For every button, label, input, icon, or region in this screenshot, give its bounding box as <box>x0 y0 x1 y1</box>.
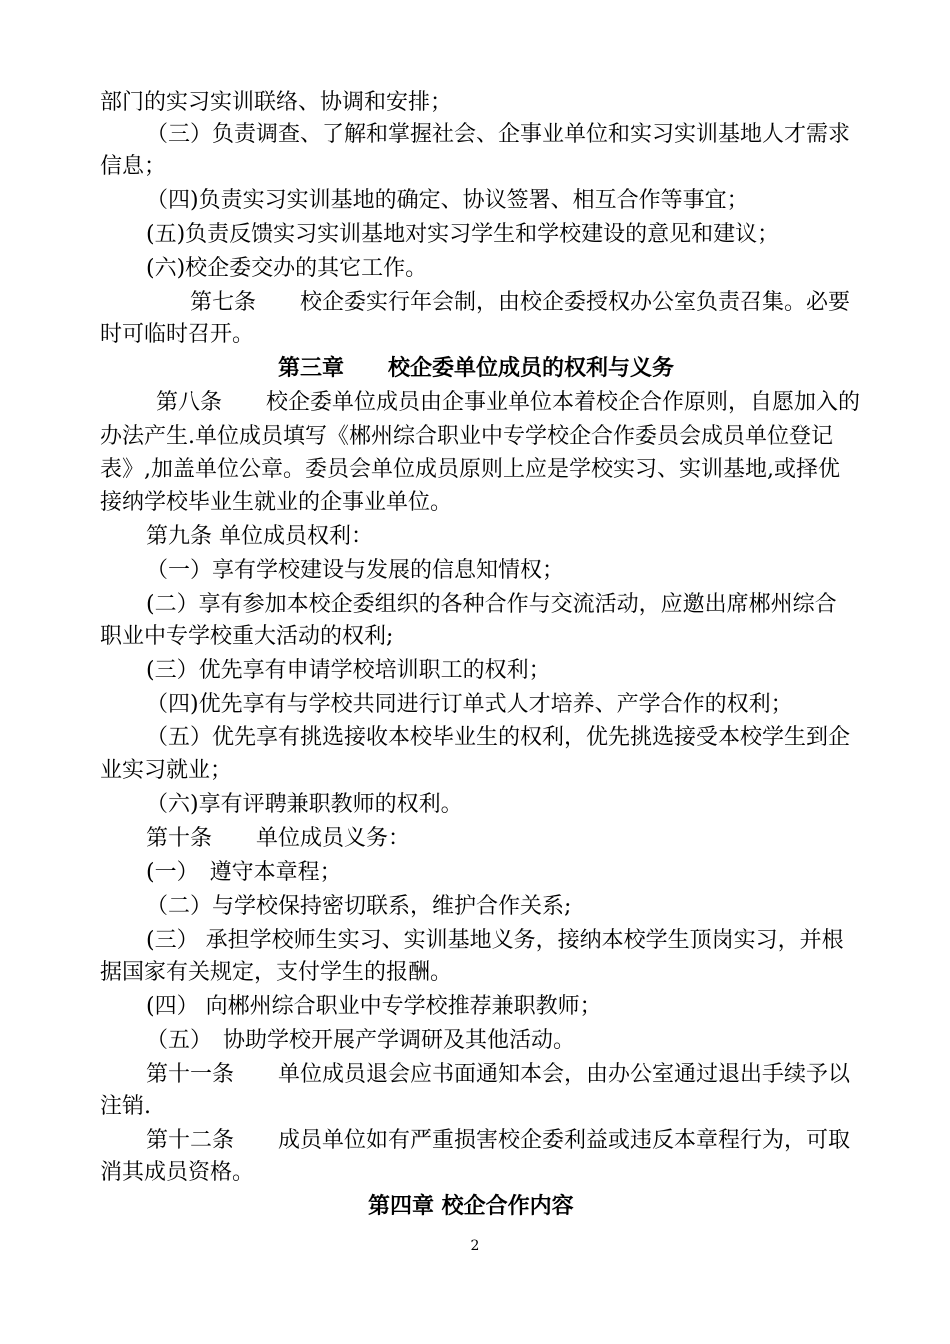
text-line: 信息； <box>100 154 167 179</box>
text-line: 第十条 单位成员义务： <box>146 826 411 851</box>
page-number: 2 <box>470 1238 480 1254</box>
text-line: 第七条 校企委实行年会制，由校企委授权办公室负责召集。必要 <box>190 290 851 315</box>
text-line: （五） 协助学校开展产学调研及其他活动。 <box>146 1028 576 1053</box>
text-line: 时可临时召开。 <box>100 322 255 347</box>
text-line: （五）优先享有挑选接收本校毕业生的权利，优先挑选接受本校学生到企 <box>146 725 851 750</box>
text-line: 第十一条 单位成员退会应书面通知本会，由办公室通过退出手续予以 <box>146 1062 851 1087</box>
text-line: (三）优先享有申请学校培训职工的权利； <box>146 658 551 683</box>
text-line: （二）与学校保持密切联系，维护合作关系; <box>146 894 572 919</box>
chapter-heading: 第四章 校企合作内容 <box>368 1193 574 1219</box>
text-line: （三）负责调查、了解和掌握社会、企事业单位和实习实训基地人才需求 <box>146 122 851 147</box>
text-line: 表》,加盖单位公章。委员会单位成员原则上应是学校实习、实训基地,或择优 <box>100 457 840 482</box>
text-line: 注销. <box>100 1094 151 1119</box>
text-line: （一）享有学校建设与发展的信息知情权； <box>146 558 565 583</box>
text-line: 第八条 校企委单位成员由企事业单位本着校企合作原则，自愿加入的 <box>156 390 861 415</box>
text-line: 职业中专学校重大活动的权利; <box>100 624 394 649</box>
text-line: （四)负责实习实训基地的确定、协议签署、相互合作等事宜； <box>146 188 749 213</box>
text-line: 第九条 单位成员权利： <box>146 524 373 549</box>
text-line: 据国家有关规定，支付学生的报酬。 <box>100 960 453 985</box>
text-line: (一） 遵守本章程； <box>146 860 342 885</box>
text-line: (四） 向郴州综合职业中专学校推荐兼职教师； <box>146 994 602 1019</box>
text-line: 部门的实习实训联络、协调和安排； <box>100 90 453 115</box>
text-line: 消其成员资格。 <box>100 1160 255 1185</box>
text-line: 第十二条 成员单位如有严重损害校企委利益或违反本章程行为，可取 <box>146 1128 851 1153</box>
text-line: (六)校企委交办的其它工作。 <box>146 256 428 281</box>
text-line: （四)优先享有与学校共同进行订单式人才培养、产学合作的权利； <box>146 692 793 717</box>
text-line: (二）享有参加本校企委组织的各种合作与交流活动，应邀出席郴州综合 <box>146 592 837 617</box>
text-line: 接纳学校毕业生就业的企事业单位。 <box>100 490 453 515</box>
text-line: (三） 承担学校师生实习、实训基地义务，接纳本校学生顶岗实习，并根 <box>146 928 844 953</box>
text-line: （六)享有评聘兼职教师的权利。 <box>146 792 463 817</box>
text-line: (五)负责反馈实习实训基地对实习学生和学校建设的意见和建议； <box>146 222 780 247</box>
text-line: 办法产生.单位成员填写《郴州综合职业中专学校企合作委员会成员单位登记 <box>100 424 833 449</box>
chapter-heading: 第三章 校企委单位成员的权利与义务 <box>278 355 675 381</box>
text-line: 业实习就业； <box>100 758 233 783</box>
